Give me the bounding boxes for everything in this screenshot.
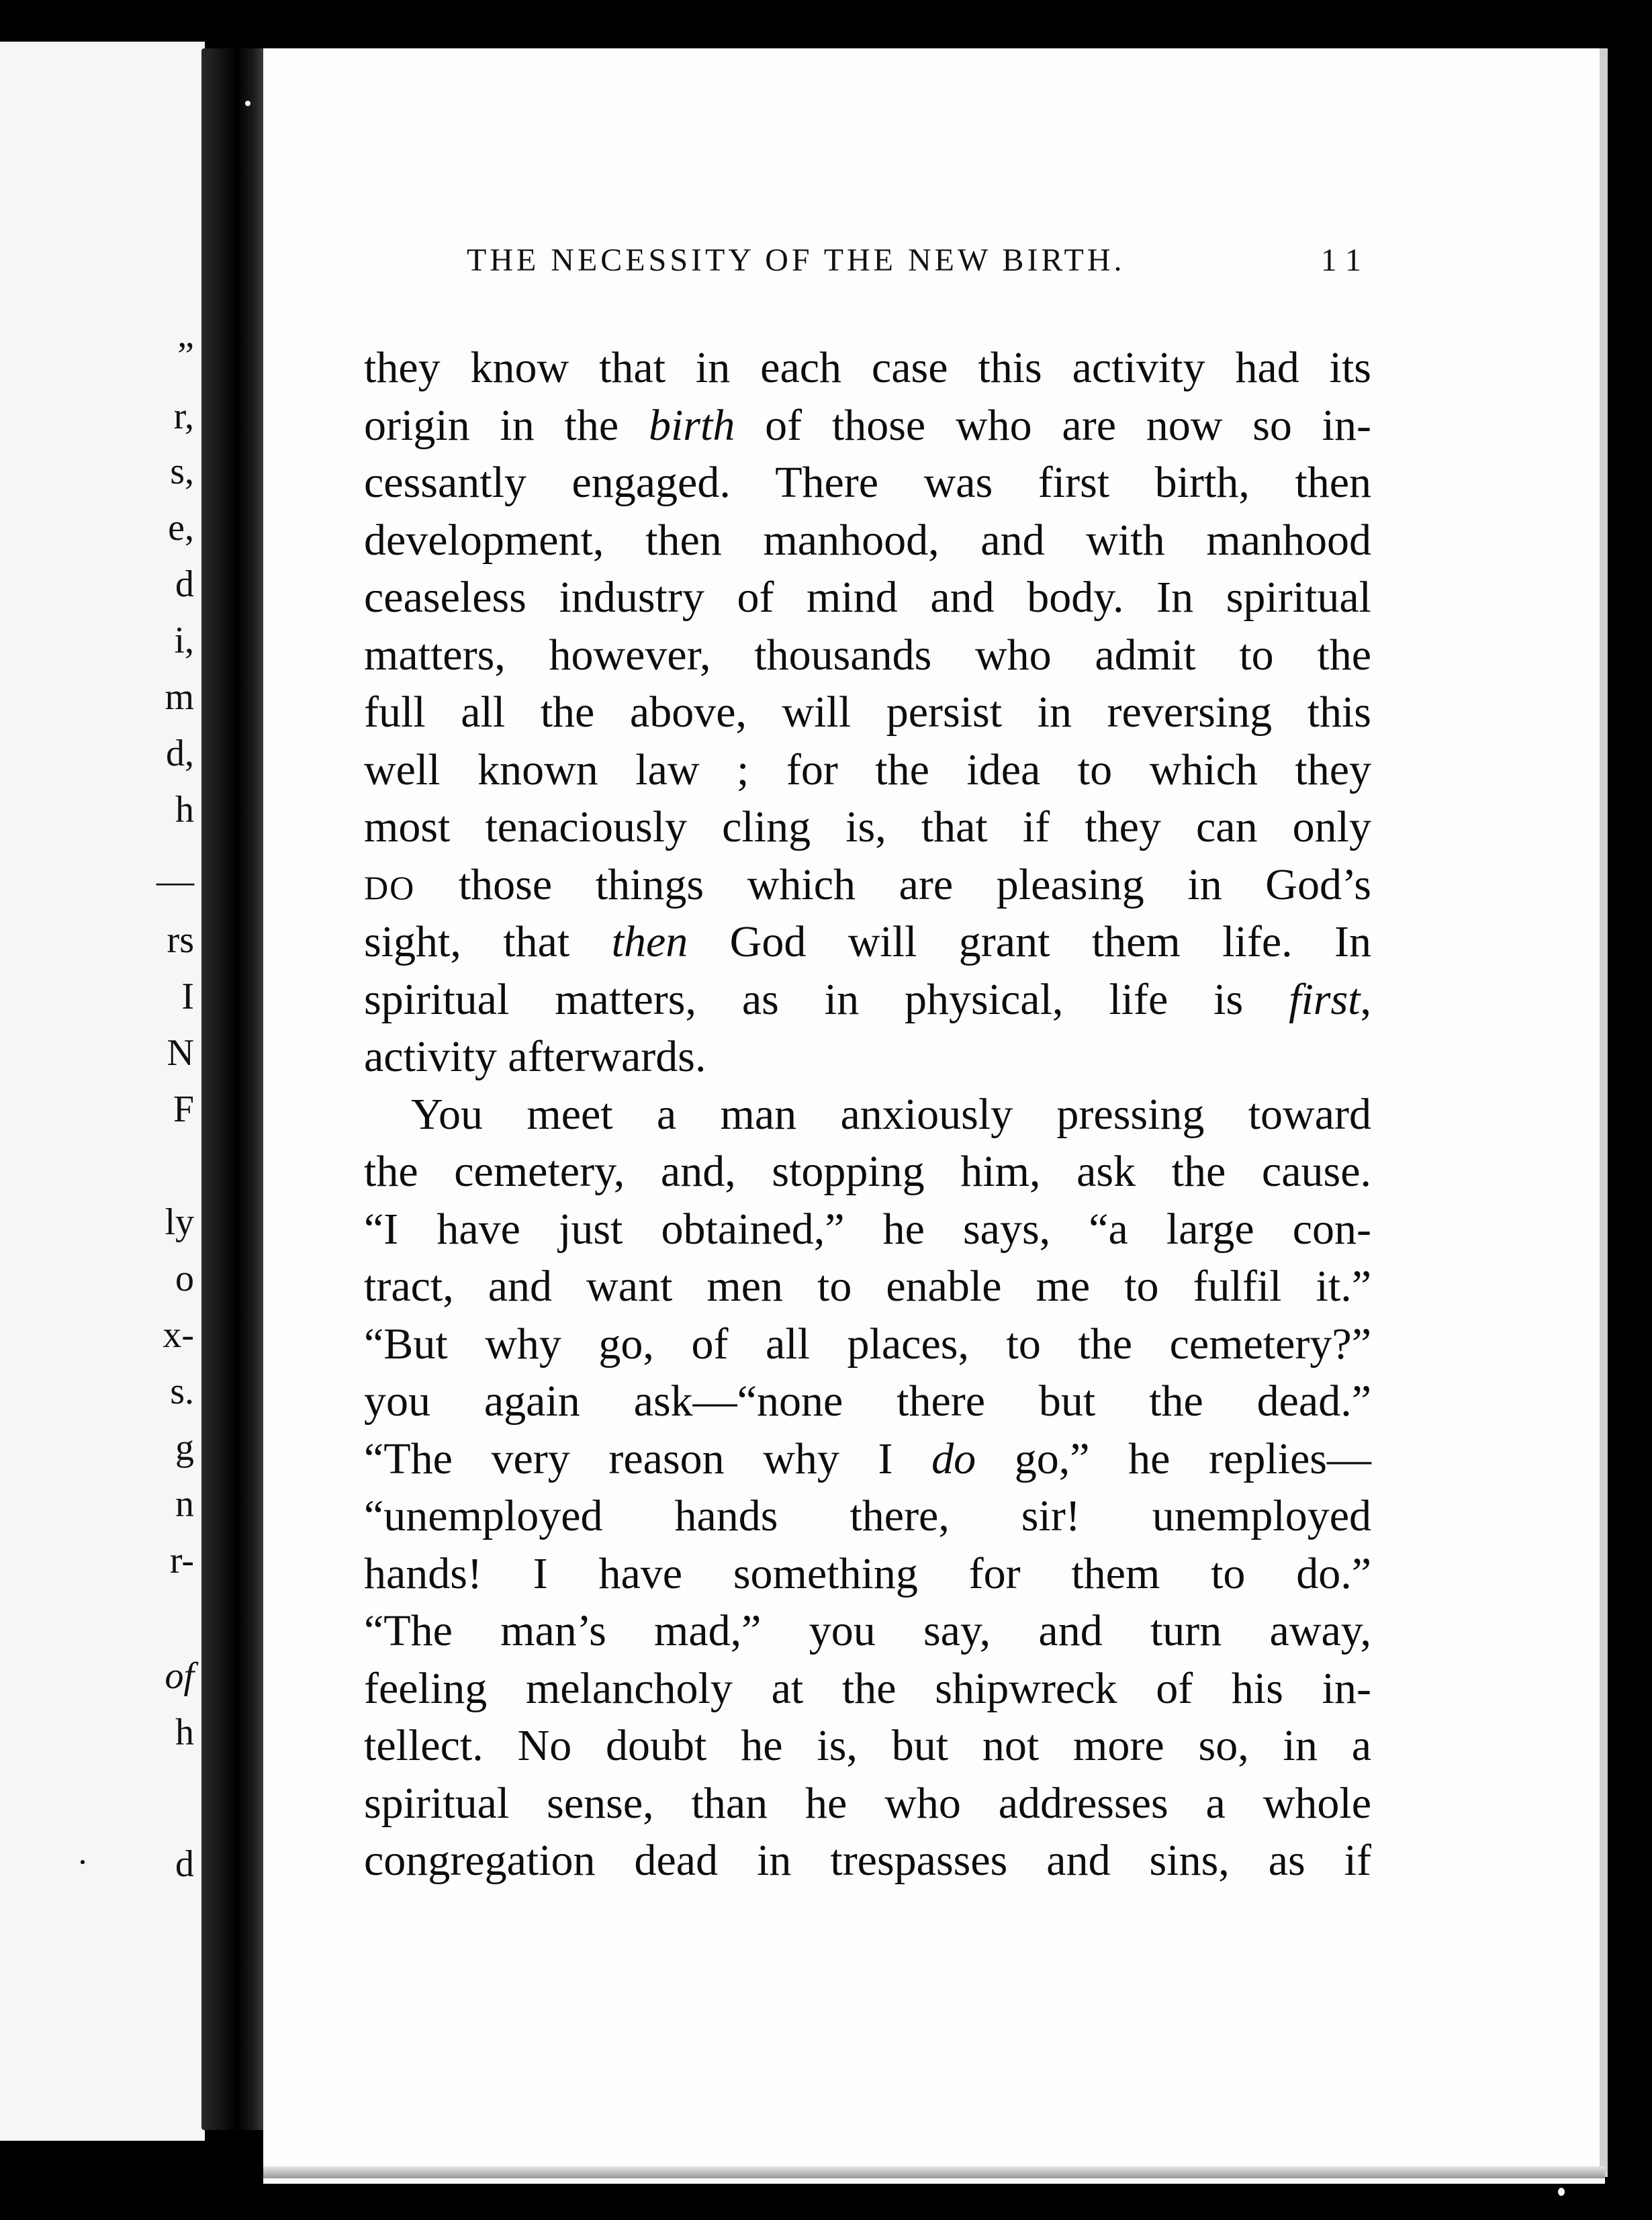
emphasis: first (1289, 974, 1361, 1024)
left-fragment: h (175, 1712, 194, 1753)
emphasis: birth (648, 400, 735, 450)
left-fragment: I (181, 976, 194, 1017)
left-fragment: of (165, 1655, 194, 1697)
scan-speck (1558, 2188, 1565, 2196)
text-line: they know that in each case this activity had its (364, 343, 1371, 392)
text-line: most tenaciously cling is, that if they can only (364, 802, 1371, 851)
left-fragment: d (175, 563, 194, 605)
text-line: tract, and want men to enable me to fulfil it.” (364, 1262, 1371, 1311)
text-line: well known law ; for the idea to which they (364, 745, 1371, 794)
left-fragment: m (165, 676, 194, 718)
text-line: DO those things which are pleasing in God’s (364, 860, 1371, 909)
text-line: the cemetery, and, stopping him, ask the cause. (364, 1147, 1371, 1196)
left-fragment: F (173, 1089, 194, 1130)
body-text (364, 339, 1371, 1890)
left-fragment: — (156, 860, 194, 902)
text-line: “But why go, of all places, to the cemetery?” (364, 1319, 1371, 1369)
paragraph-1 (364, 339, 1371, 1086)
running-head-title: THE NECESSITY OF THE NEW BIRTH. (467, 242, 1126, 278)
left-fragment: N (167, 1032, 194, 1074)
text-line: you again ask—“none there but the dead.” (364, 1377, 1371, 1426)
emphasis: then (611, 917, 688, 966)
text-line: ceaseless industry of mind and body. In spiritual (364, 573, 1371, 622)
page-number: 11 (1320, 242, 1371, 278)
left-page-text-fragments (0, 42, 205, 2141)
text-line: full all the above, will persist in reversing this (364, 688, 1371, 737)
emphasis: do (931, 1434, 976, 1483)
left-fragment: s, (170, 451, 194, 492)
text-line: You meet a man anxiously pressing toward (411, 1089, 1371, 1139)
left-fragment: rs (167, 919, 194, 961)
text-line: hands! I have something for them to do.” (364, 1548, 1371, 1598)
left-fragment: e, (168, 507, 194, 549)
text-line: activity afterwards. (364, 1032, 706, 1081)
text-line: cessantly engaged. There was first birth, then (364, 458, 1371, 507)
text-line: “The man’s mad,” you say, and turn away, (364, 1606, 1371, 1655)
left-fragment: s. (170, 1371, 194, 1412)
left-fragment: ly (165, 1201, 194, 1243)
left-fragment: o (175, 1258, 194, 1299)
left-fragment: r, (173, 396, 194, 437)
left-fragment: r- (169, 1540, 194, 1581)
text-line: feeling melancholy at the shipwreck of his in- (364, 1663, 1371, 1713)
left-fragment: n (175, 1483, 194, 1525)
left-fragment: h (175, 789, 194, 831)
left-facing-page (0, 42, 205, 2141)
page-edge (1600, 48, 1608, 2177)
left-fragment: x- (163, 1314, 194, 1356)
text-line: development, then manhood, and with manhood (364, 515, 1371, 565)
left-fragment: g (175, 1427, 194, 1469)
scan-speck (81, 1860, 85, 1864)
left-fragment: d, (166, 733, 194, 774)
text-line: “I have just obtained,” he says, “a large con- (364, 1204, 1371, 1254)
text-line: origin in the birth of those who are now so in- (364, 400, 1371, 450)
small-caps-word: DO (364, 868, 416, 907)
book-gutter-shadow (201, 48, 266, 2130)
running-head (467, 242, 1371, 279)
text-line: tellect. No doubt he is, but not more so, in a (364, 1721, 1371, 1770)
page-bottom-edge (263, 2166, 1605, 2178)
left-fragment: i, (174, 620, 194, 661)
scan-speck (245, 101, 250, 106)
text-line: “unemployed hands there, sir! unemployed (364, 1491, 1371, 1540)
text-line: congregation dead in trespasses and sins, as if (364, 1836, 1371, 1885)
text-line: “The very reason why I do go,” he replies— (364, 1434, 1371, 1483)
text-line: spiritual sense, than he who addresses a whole (364, 1778, 1371, 1828)
text-line: matters, however, thousands who admit to the (364, 630, 1371, 680)
left-fragment: d (175, 1843, 194, 1885)
text-line: sight, that then God will grant them life. In (364, 917, 1371, 966)
text-line: spiritual matters, as in physical, life is first, (364, 974, 1371, 1024)
paragraph-2 (364, 1086, 1371, 1890)
left-fragment: ” (177, 335, 194, 377)
